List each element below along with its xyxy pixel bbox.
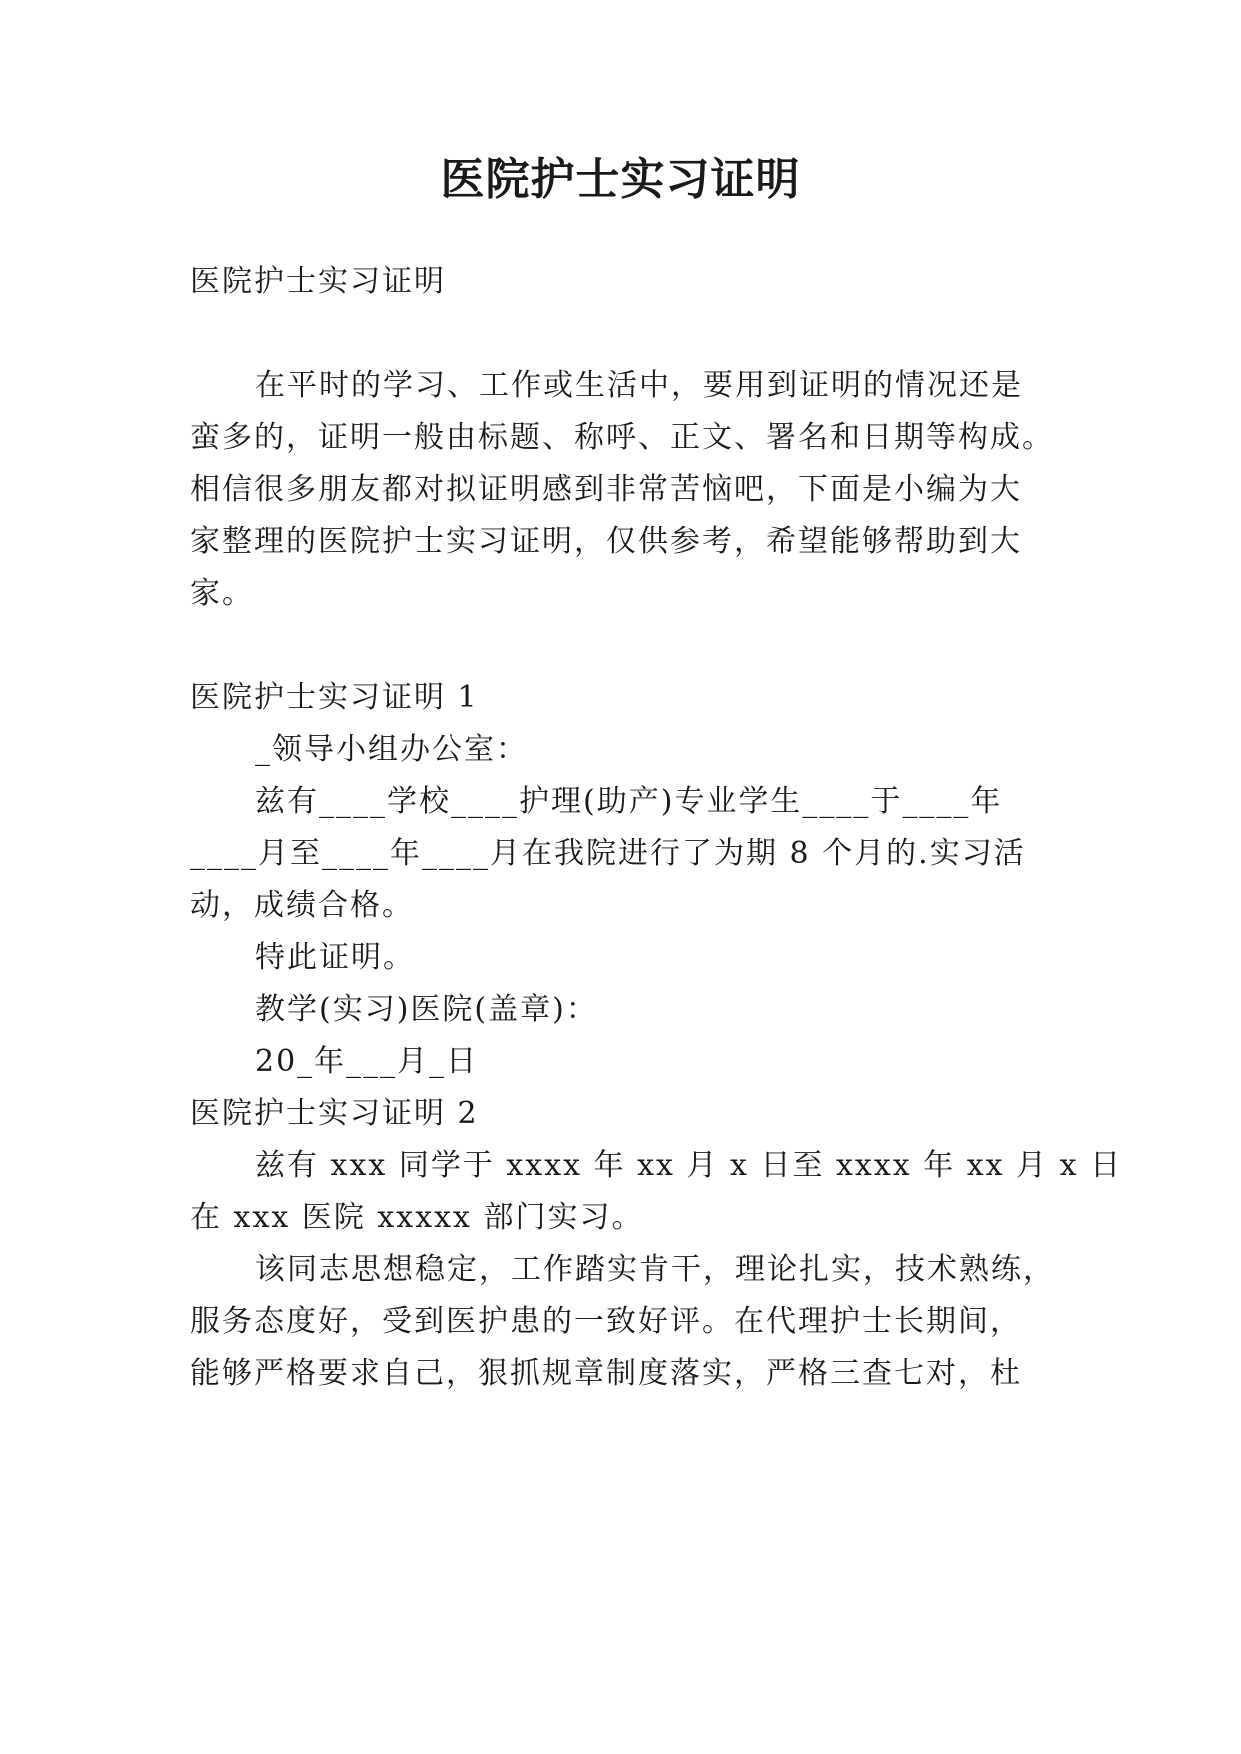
section1-body-line: 兹有____学校____护理(助产)专业学生____于____年: [255, 784, 1003, 819]
section2-evaluation-line: 服务态度好，受到医护患的一致好评。在代理护士长期间，: [190, 1304, 1022, 1339]
document-subtitle: 医院护士实习证明: [190, 264, 446, 299]
section2-body-line: 在 xxx 医院 xxxxx 部门实习。: [190, 1200, 644, 1235]
intro-line: 家。: [190, 576, 254, 611]
intro-line: 蛮多的，证明一般由标题、称呼、正文、署名和日期等构成。: [190, 420, 1054, 455]
section2-evaluation-line: 该同志思想稳定，工作踏实肯干，理论扎实，技术熟练，: [255, 1252, 1055, 1287]
intro-line: 相信很多朋友都对拟证明感到非常苦恼吧，下面是小编为大: [190, 472, 1022, 507]
section1-signature: 教学(实习)医院(盖章)：: [255, 992, 598, 1027]
section1-body-line: ____月至____年____月在我院进行了为期 8 个月的.实习活: [190, 836, 1026, 871]
section2-body-line: 兹有 xxx 同学于 xxxx 年 xx 月 x 日至 xxxx 年 xx 月 x 日: [255, 1148, 1123, 1183]
section2-heading: 医院护士实习证明 2: [190, 1096, 479, 1131]
section1-body-line: 动，成绩合格。: [190, 888, 414, 923]
intro-line: 在平时的学习、工作或生活中，要用到证明的情况还是: [255, 368, 1023, 403]
section1-date: 20_年___月_日: [255, 1044, 479, 1079]
intro-line: 家整理的医院护士实习证明，仅供参考，希望能够帮助到大: [190, 524, 1022, 559]
section1-heading: 医院护士实习证明 1: [190, 680, 479, 715]
section1-closing: 特此证明。: [255, 940, 415, 975]
section1-salutation: _领导小组办公室：: [255, 732, 528, 767]
document-title: 医院护士实习证明: [440, 154, 801, 205]
section2-evaluation-line: 能够严格要求自己，狠抓规章制度落实，严格三查七对，杜: [190, 1356, 1022, 1391]
